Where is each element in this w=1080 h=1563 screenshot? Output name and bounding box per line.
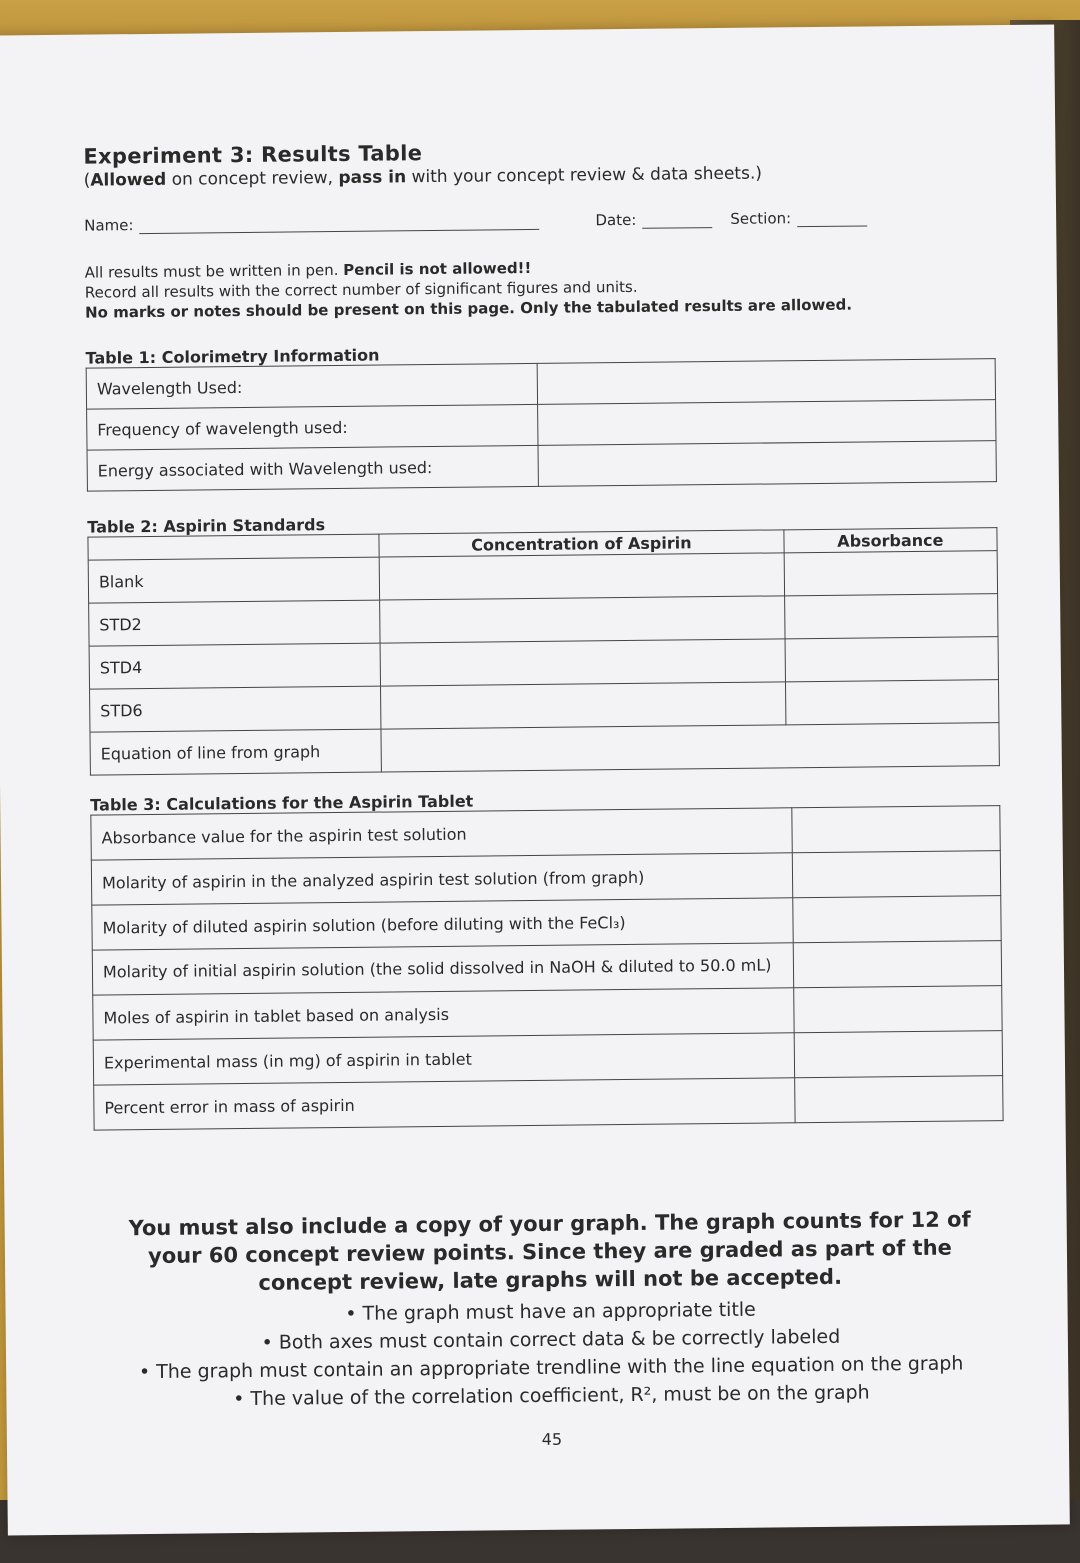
row-label: Experimental mass (in mg) of aspirin in tablet bbox=[93, 1033, 794, 1085]
answer-cell[interactable] bbox=[792, 806, 1000, 853]
aspirin-calculations-table bbox=[90, 805, 1003, 1131]
graph-note: You must also include a copy of your graph. The graph counts for 12 of your 60 concept review points. Since they are graded as part of the concept review, late graphs will not be accepted. bbox=[128, 1207, 971, 1295]
list-item: • The graph must have an appropriate title bbox=[105, 1293, 995, 1330]
absorbance-header: Absorbance bbox=[784, 528, 998, 553]
answer-cell[interactable] bbox=[794, 1031, 1002, 1078]
name-field[interactable] bbox=[139, 215, 539, 234]
row-label: Moles of aspirin in tablet based on analysis bbox=[93, 988, 794, 1040]
section-field[interactable] bbox=[797, 211, 867, 227]
table-row bbox=[90, 723, 999, 776]
row-label: Percent error in mass of aspirin bbox=[94, 1078, 795, 1130]
table3-caption: Table 3: Calculations for the Aspirin Tablet bbox=[90, 791, 474, 815]
answer-cell[interactable] bbox=[784, 551, 998, 596]
answer-cell[interactable] bbox=[785, 637, 999, 682]
section-label: Section: bbox=[730, 209, 792, 228]
row-label: STD6 bbox=[90, 686, 381, 732]
name-label: Name: bbox=[84, 216, 134, 235]
list-item: • The value of the correlation coefficient, R², must be on the graph bbox=[106, 1377, 996, 1414]
table-row bbox=[87, 441, 996, 492]
row-label: STD4 bbox=[89, 643, 380, 689]
answer-cell[interactable] bbox=[379, 553, 784, 600]
instructions bbox=[85, 253, 996, 323]
answer-cell[interactable] bbox=[380, 639, 785, 686]
table2-caption: Table 2: Aspirin Standards bbox=[87, 515, 326, 537]
answer-cell[interactable] bbox=[538, 400, 996, 446]
student-info-row bbox=[84, 207, 994, 235]
worksheet-page bbox=[0, 24, 1070, 1535]
table3-block bbox=[90, 786, 1003, 1131]
rule-pen: All results must be written in pen. Pencil is not allowed!! bbox=[84, 258, 532, 282]
row-label: Energy associated with Wavelength used: bbox=[87, 445, 538, 491]
answer-cell[interactable] bbox=[381, 682, 786, 729]
date-label: Date: bbox=[595, 210, 637, 230]
answer-cell[interactable] bbox=[538, 441, 996, 487]
answer-cell[interactable] bbox=[785, 680, 999, 725]
row-label: Equation of line from graph bbox=[90, 729, 381, 775]
list-item: • The graph must contain an appropriate trendline with the line equation on the graph bbox=[106, 1349, 996, 1386]
row-label: Molarity of initial aspirin solution (the solid dissolved in NaOH & diluted to 50.0 mL) bbox=[92, 943, 793, 995]
row-label: Molarity of aspirin in the analyzed aspirin test solution (from graph) bbox=[91, 853, 792, 905]
rule-sig-figs: Record all results with the correct number of significant figures and units. bbox=[84, 277, 638, 302]
answer-cell[interactable] bbox=[793, 941, 1001, 988]
table-row bbox=[94, 1076, 1003, 1131]
graph-requirements bbox=[105, 1205, 997, 1414]
answer-cell[interactable] bbox=[795, 1076, 1003, 1123]
table2-block bbox=[87, 508, 1000, 776]
row-label: Frequency of wavelength used: bbox=[87, 404, 538, 450]
list-item: • Both axes must contain correct data & be correctly labeled bbox=[106, 1321, 996, 1358]
page-subtitle: (Allowed on concept review, pass in with your concept review & data sheets.) bbox=[83, 163, 763, 191]
concentration-header: Concentration of Aspirin bbox=[379, 530, 784, 557]
answer-cell[interactable] bbox=[792, 851, 1000, 898]
row-label: STD2 bbox=[89, 600, 380, 646]
page-number: 45 bbox=[541, 1429, 563, 1449]
answer-cell[interactable] bbox=[380, 596, 785, 643]
row-label: Wavelength Used: bbox=[86, 363, 537, 409]
worksheet-content bbox=[83, 135, 1003, 1449]
answer-cell[interactable] bbox=[537, 359, 995, 405]
answer-cell[interactable] bbox=[793, 896, 1001, 943]
aspirin-standards-table bbox=[87, 527, 999, 776]
rule-no-marks: No marks or notes should be present on this page. Only the tabulated results are allowed. bbox=[84, 295, 853, 322]
blank-header bbox=[88, 534, 379, 560]
row-label: Absorbance value for the aspirin test solution bbox=[91, 808, 792, 860]
page-title: Experiment 3: Results Table bbox=[83, 141, 423, 169]
table1-block bbox=[85, 339, 996, 492]
row-label: Blank bbox=[88, 557, 379, 603]
date-field[interactable] bbox=[642, 213, 712, 229]
row-label: Molarity of diluted aspirin solution (before diluting with the FeCl₃) bbox=[92, 898, 793, 950]
answer-cell[interactable] bbox=[794, 986, 1002, 1033]
graph-requirements-list bbox=[105, 1293, 996, 1414]
answer-cell[interactable] bbox=[784, 594, 998, 639]
colorimetry-table bbox=[86, 358, 997, 492]
table1-caption: Table 1: Colorimetry Information bbox=[85, 345, 380, 368]
answer-cell[interactable] bbox=[381, 723, 999, 772]
